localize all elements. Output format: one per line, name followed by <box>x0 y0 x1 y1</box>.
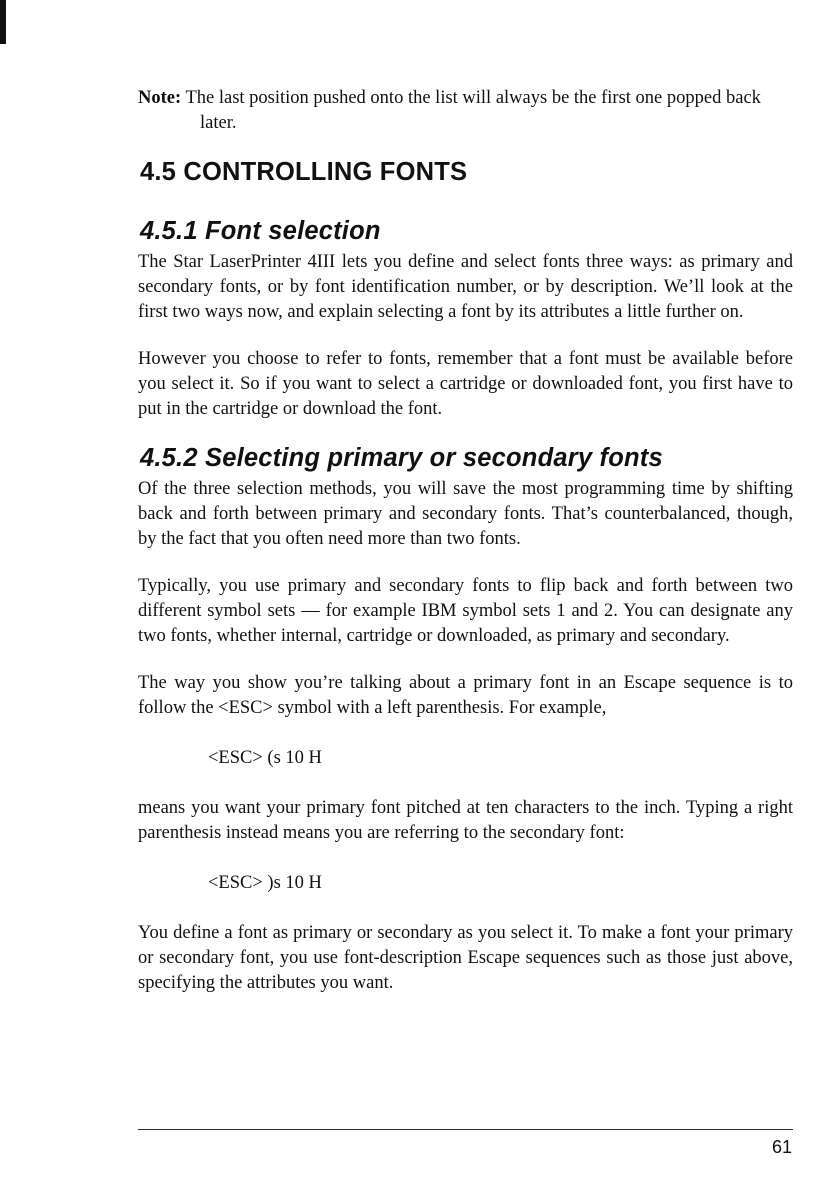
subsection-title-font-selection: 4.5.1 Font selection <box>140 217 381 245</box>
paragraph: The way you show you’re talking about a primary font in an Escape sequence is to follow the <ESC> symbol with a left parenthesis. For example, <box>138 673 793 718</box>
note-paragraph <box>138 86 793 136</box>
paragraph: You define a font as primary or secondary as you select it. To make a font your primary or secondary font, you use font-description Escape sequences such as those just above, specifying the attributes you want. <box>138 923 793 993</box>
page-number: 61 <box>771 1137 792 1157</box>
note-label: Note: <box>138 88 182 108</box>
paragraph: means you want your primary font pitched at ten characters to the inch. Typing a right parenthesis instead means you are referring to the secondary font: <box>138 798 793 843</box>
paragraph: Of the three selection methods, you will save the most programming time by shifting back and forth between primary and secondary fonts. That’s counterbalanced, though, by the fact that you often need more than two fonts. <box>138 479 793 549</box>
section-title: 4.5 CONTROLLING FONTS <box>140 158 468 186</box>
paragraph: Typically, you use primary and secondary fonts to flip back and forth between two different symbol sets — for example IBM symbol sets 1 and 2. You can designate any two fonts, whether internal, cartridge or downloaded, as primary and secondary. <box>138 576 793 646</box>
page-content <box>138 86 793 996</box>
subsection-title-primary-secondary: 4.5.2 Selecting primary or secondary fonts <box>140 444 663 472</box>
footer-rule <box>138 1129 793 1130</box>
note-text: The last position pushed onto the list will always be the first one popped back later. <box>185 88 761 133</box>
scan-edge-mark <box>0 0 6 44</box>
code-example-secondary: <ESC> )s 10 H <box>208 873 322 893</box>
paragraph: The Star LaserPrinter 4III lets you define and select fonts three ways: as primary and secondary fonts, or by font identification number, or by description. We’ll look at the first two ways now, and explain selecting a font by its attributes a little further on. <box>138 252 793 322</box>
code-example-block <box>138 846 793 921</box>
paragraph: However you choose to refer to fonts, remember that a font must be available before you select it. So if you want to select a cartridge or downloaded font, you first have to put in the cartridge or download the font. <box>138 349 793 419</box>
code-example-block <box>138 721 793 796</box>
code-example-primary: <ESC> (s 10 H <box>208 748 322 768</box>
